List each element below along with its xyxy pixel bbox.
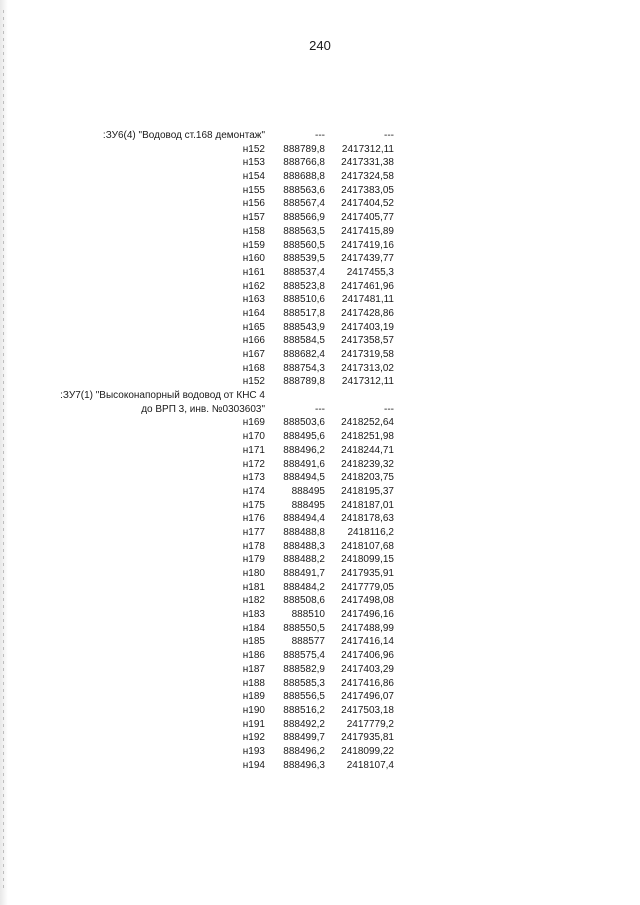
y-coordinate: 2417935,91 (341, 568, 394, 580)
point-id: н191 (242, 718, 265, 730)
section-title (60, 389, 265, 416)
point-id: н156 (242, 198, 265, 210)
table-row (60, 143, 400, 157)
x-coordinate: 888563,5 (283, 225, 325, 237)
y-coordinate: 2417455,3 (346, 266, 394, 278)
x-coordinate: 888496,3 (283, 759, 325, 771)
point-id: н155 (242, 184, 265, 196)
x-coordinate: 888550,5 (283, 622, 325, 634)
point-id: н194 (242, 759, 265, 771)
x-coordinate: 888567,4 (283, 198, 325, 210)
x-coordinate: 888537,4 (283, 266, 325, 278)
point-id: н179 (242, 554, 265, 566)
point-id: н165 (242, 321, 265, 333)
y-coordinate: 2417403,29 (341, 663, 394, 675)
point-id: н152 (242, 143, 265, 155)
point-id: н167 (242, 349, 265, 360)
point-id: н171 (242, 444, 265, 456)
y-coordinate: 2417428,86 (341, 307, 394, 319)
x-coordinate: 888508,6 (283, 595, 325, 607)
point-id: н170 (242, 431, 265, 443)
x-coordinate: 888488,2 (283, 554, 325, 566)
point-id: н176 (242, 513, 265, 525)
table-row (60, 375, 400, 389)
x-coordinate: 888517,8 (283, 307, 325, 319)
x-coordinate: 888495,6 (283, 431, 325, 443)
section-title-line: :ЗУ7(1) "Высоконапорный водовод от КНС 4 (60, 390, 265, 402)
table-row (60, 266, 400, 280)
x-coordinate: 888488,8 (283, 526, 325, 538)
y-coordinate: 2417405,77 (341, 212, 394, 224)
table-row (60, 677, 400, 691)
table-row (60, 759, 400, 773)
y-coordinate: 2417313,02 (341, 362, 394, 374)
x-coordinate: 888789,8 (283, 376, 325, 388)
point-id: н178 (242, 540, 265, 552)
table-row (60, 334, 400, 348)
y-coordinate: 2417312,11 (341, 143, 394, 155)
table-row (60, 499, 400, 513)
scan-edge (0, 0, 8, 905)
y-coordinate: 2418107,4 (346, 759, 394, 771)
point-id: н186 (242, 650, 265, 662)
binding-mark (3, 10, 4, 890)
point-id: н181 (242, 581, 265, 593)
x-coordinate: 888577 (291, 636, 325, 648)
page-number: 240 (309, 38, 331, 53)
table-row (60, 416, 400, 430)
table-row (60, 471, 400, 485)
point-id: н175 (242, 499, 265, 511)
section-header (60, 129, 400, 143)
table-row (60, 197, 400, 211)
x-coordinate: 888491,6 (283, 458, 325, 470)
y-coordinate: 2417461,96 (341, 280, 394, 292)
x-header: --- (315, 403, 325, 415)
table-row (60, 526, 400, 540)
y-coordinate: 2417503,18 (341, 704, 394, 716)
y-coordinate: 2417935,81 (341, 732, 394, 744)
x-coordinate: 888560,5 (283, 239, 325, 251)
x-coordinate: 888494,4 (283, 513, 325, 525)
table-row (60, 540, 400, 554)
section-header (60, 389, 400, 416)
y-coordinate: 2417319,58 (341, 349, 394, 360)
table-row (60, 239, 400, 253)
point-id: н183 (242, 609, 265, 621)
table-row (60, 690, 400, 704)
point-id: н184 (242, 622, 265, 634)
y-coordinate: 2417496,07 (341, 691, 394, 703)
x-coordinate: 888754,3 (283, 362, 325, 374)
section-title-line: :ЗУ6(4) "Водовод ст.168 демонтаж" (102, 130, 265, 141)
table-row (60, 485, 400, 499)
table-row (60, 731, 400, 745)
table-row (60, 184, 400, 198)
y-coordinate: 2417498,08 (341, 595, 394, 607)
x-coordinate: 888543,9 (283, 321, 325, 333)
point-id: н188 (242, 677, 265, 689)
point-id: н153 (242, 157, 265, 169)
point-id: н154 (242, 171, 265, 183)
x-coordinate: 888584,5 (283, 335, 325, 347)
x-coordinate: 888566,9 (283, 212, 325, 224)
point-id: н187 (242, 663, 265, 675)
x-coordinate: 888510,6 (283, 294, 325, 306)
y-coordinate: 2417416,14 (341, 636, 394, 648)
point-id: н172 (242, 458, 265, 470)
y-coordinate: 2418203,75 (341, 472, 394, 484)
point-id: н159 (242, 239, 265, 251)
point-id: н163 (242, 294, 265, 306)
table-row (60, 581, 400, 595)
table-row (60, 704, 400, 718)
x-coordinate: 888516,2 (283, 704, 325, 716)
x-coordinate: 888484,2 (283, 581, 325, 593)
point-id: н152 (242, 376, 265, 388)
y-coordinate: 2418178,63 (341, 513, 394, 525)
x-coordinate: 888682,4 (283, 349, 325, 360)
table-row (60, 280, 400, 294)
table-row (60, 170, 400, 184)
y-coordinate: 2417358,57 (341, 335, 394, 347)
x-coordinate: 888494,5 (283, 472, 325, 484)
point-id: н161 (242, 266, 265, 278)
table-row (60, 156, 400, 170)
y-coordinate: 2417419,16 (341, 239, 394, 251)
y-coordinate: 2418195,37 (341, 485, 394, 497)
table-row (60, 594, 400, 608)
point-id: н169 (242, 417, 265, 429)
point-id: н168 (242, 362, 265, 374)
x-header: --- (315, 130, 325, 141)
y-header: --- (384, 403, 394, 415)
x-coordinate: 888539,5 (283, 253, 325, 265)
y-coordinate: 2417779,05 (341, 581, 394, 593)
table-row (60, 307, 400, 321)
table-row (60, 745, 400, 759)
x-coordinate: 888575,4 (283, 650, 325, 662)
y-coordinate: 2417403,19 (341, 321, 394, 333)
point-id: н190 (242, 704, 265, 716)
table-row (60, 348, 400, 362)
table-row (60, 362, 400, 376)
y-coordinate: 2417481,11 (341, 294, 394, 306)
y-coordinate: 2417383,05 (341, 184, 394, 196)
point-id: н193 (242, 745, 265, 757)
x-coordinate: 888510 (291, 609, 325, 621)
table-row (60, 444, 400, 458)
y-coordinate: 2417496,16 (341, 609, 394, 621)
point-id: н192 (242, 732, 265, 744)
table-row (60, 458, 400, 472)
table-row (60, 622, 400, 636)
y-coordinate: 2417415,89 (341, 225, 394, 237)
table-row (60, 211, 400, 225)
point-id: н157 (242, 212, 265, 224)
point-id: н182 (242, 595, 265, 607)
table-row (60, 512, 400, 526)
point-id: н160 (242, 253, 265, 265)
x-coordinate: 888491,7 (283, 568, 325, 580)
x-coordinate: 888523,8 (283, 280, 325, 292)
y-coordinate: 2417331,38 (341, 157, 394, 169)
point-id: н185 (242, 636, 265, 648)
point-id: н162 (242, 280, 265, 292)
table-row (60, 293, 400, 307)
x-coordinate: 888585,3 (283, 677, 325, 689)
point-id: н173 (242, 472, 265, 484)
table-row (60, 608, 400, 622)
table-row (60, 225, 400, 239)
y-coordinate: 2417312,11 (341, 376, 394, 388)
point-id: н189 (242, 691, 265, 703)
y-coordinate: 2417779,2 (346, 718, 394, 730)
x-coordinate: 888492,2 (283, 718, 325, 730)
table-row (60, 663, 400, 677)
point-id: н180 (242, 568, 265, 580)
y-coordinate: 2417416,86 (341, 677, 394, 689)
y-coordinate: 2418239,32 (341, 458, 394, 470)
x-coordinate: 888556,5 (283, 691, 325, 703)
y-coordinate: 2418187,01 (341, 499, 394, 511)
x-coordinate: 888499,7 (283, 732, 325, 744)
x-coordinate: 888789,8 (283, 143, 325, 155)
table-row (60, 567, 400, 581)
x-coordinate: 888495 (291, 499, 325, 511)
section-title (60, 129, 265, 143)
point-id: н177 (242, 526, 265, 538)
y-coordinate: 2418252,64 (341, 417, 394, 429)
x-coordinate: 888495 (291, 485, 325, 497)
y-coordinate: 2417439,77 (341, 253, 394, 265)
y-coordinate: 2417404,52 (341, 198, 394, 210)
table-row (60, 321, 400, 335)
y-coordinate: 2417488,99 (341, 622, 394, 634)
table-row (60, 252, 400, 266)
coordinates-table (60, 129, 400, 772)
y-coordinate: 2417324,58 (341, 171, 394, 183)
table-row (60, 649, 400, 663)
point-id: н174 (242, 485, 265, 497)
y-coordinate: 2418099,22 (341, 745, 394, 757)
y-coordinate: 2418251,98 (341, 431, 394, 443)
x-coordinate: 888563,6 (283, 184, 325, 196)
table-row (60, 635, 400, 649)
y-coordinate: 2418116,2 (347, 526, 394, 538)
x-coordinate: 888488,3 (283, 540, 325, 552)
point-id: н164 (242, 307, 265, 319)
table-row (60, 430, 400, 444)
x-coordinate: 888582,9 (283, 663, 325, 675)
y-coordinate: 2418099,15 (341, 554, 394, 566)
y-header: --- (384, 130, 394, 141)
y-coordinate: 2417406,96 (341, 650, 394, 662)
table-row (60, 553, 400, 567)
x-coordinate: 888496,2 (283, 745, 325, 757)
x-coordinate: 888503,6 (283, 417, 325, 429)
x-coordinate: 888496,2 (283, 444, 325, 456)
table-row (60, 718, 400, 732)
y-coordinate: 2418107,68 (341, 540, 394, 552)
point-id: н166 (242, 335, 265, 347)
y-coordinate: 2418244,71 (341, 444, 394, 456)
x-coordinate: 888766,8 (283, 157, 325, 169)
section-title-line: до ВРП 3, инв. №0303603" (141, 403, 265, 415)
point-id: н158 (242, 225, 265, 237)
x-coordinate: 888688,8 (283, 171, 325, 183)
